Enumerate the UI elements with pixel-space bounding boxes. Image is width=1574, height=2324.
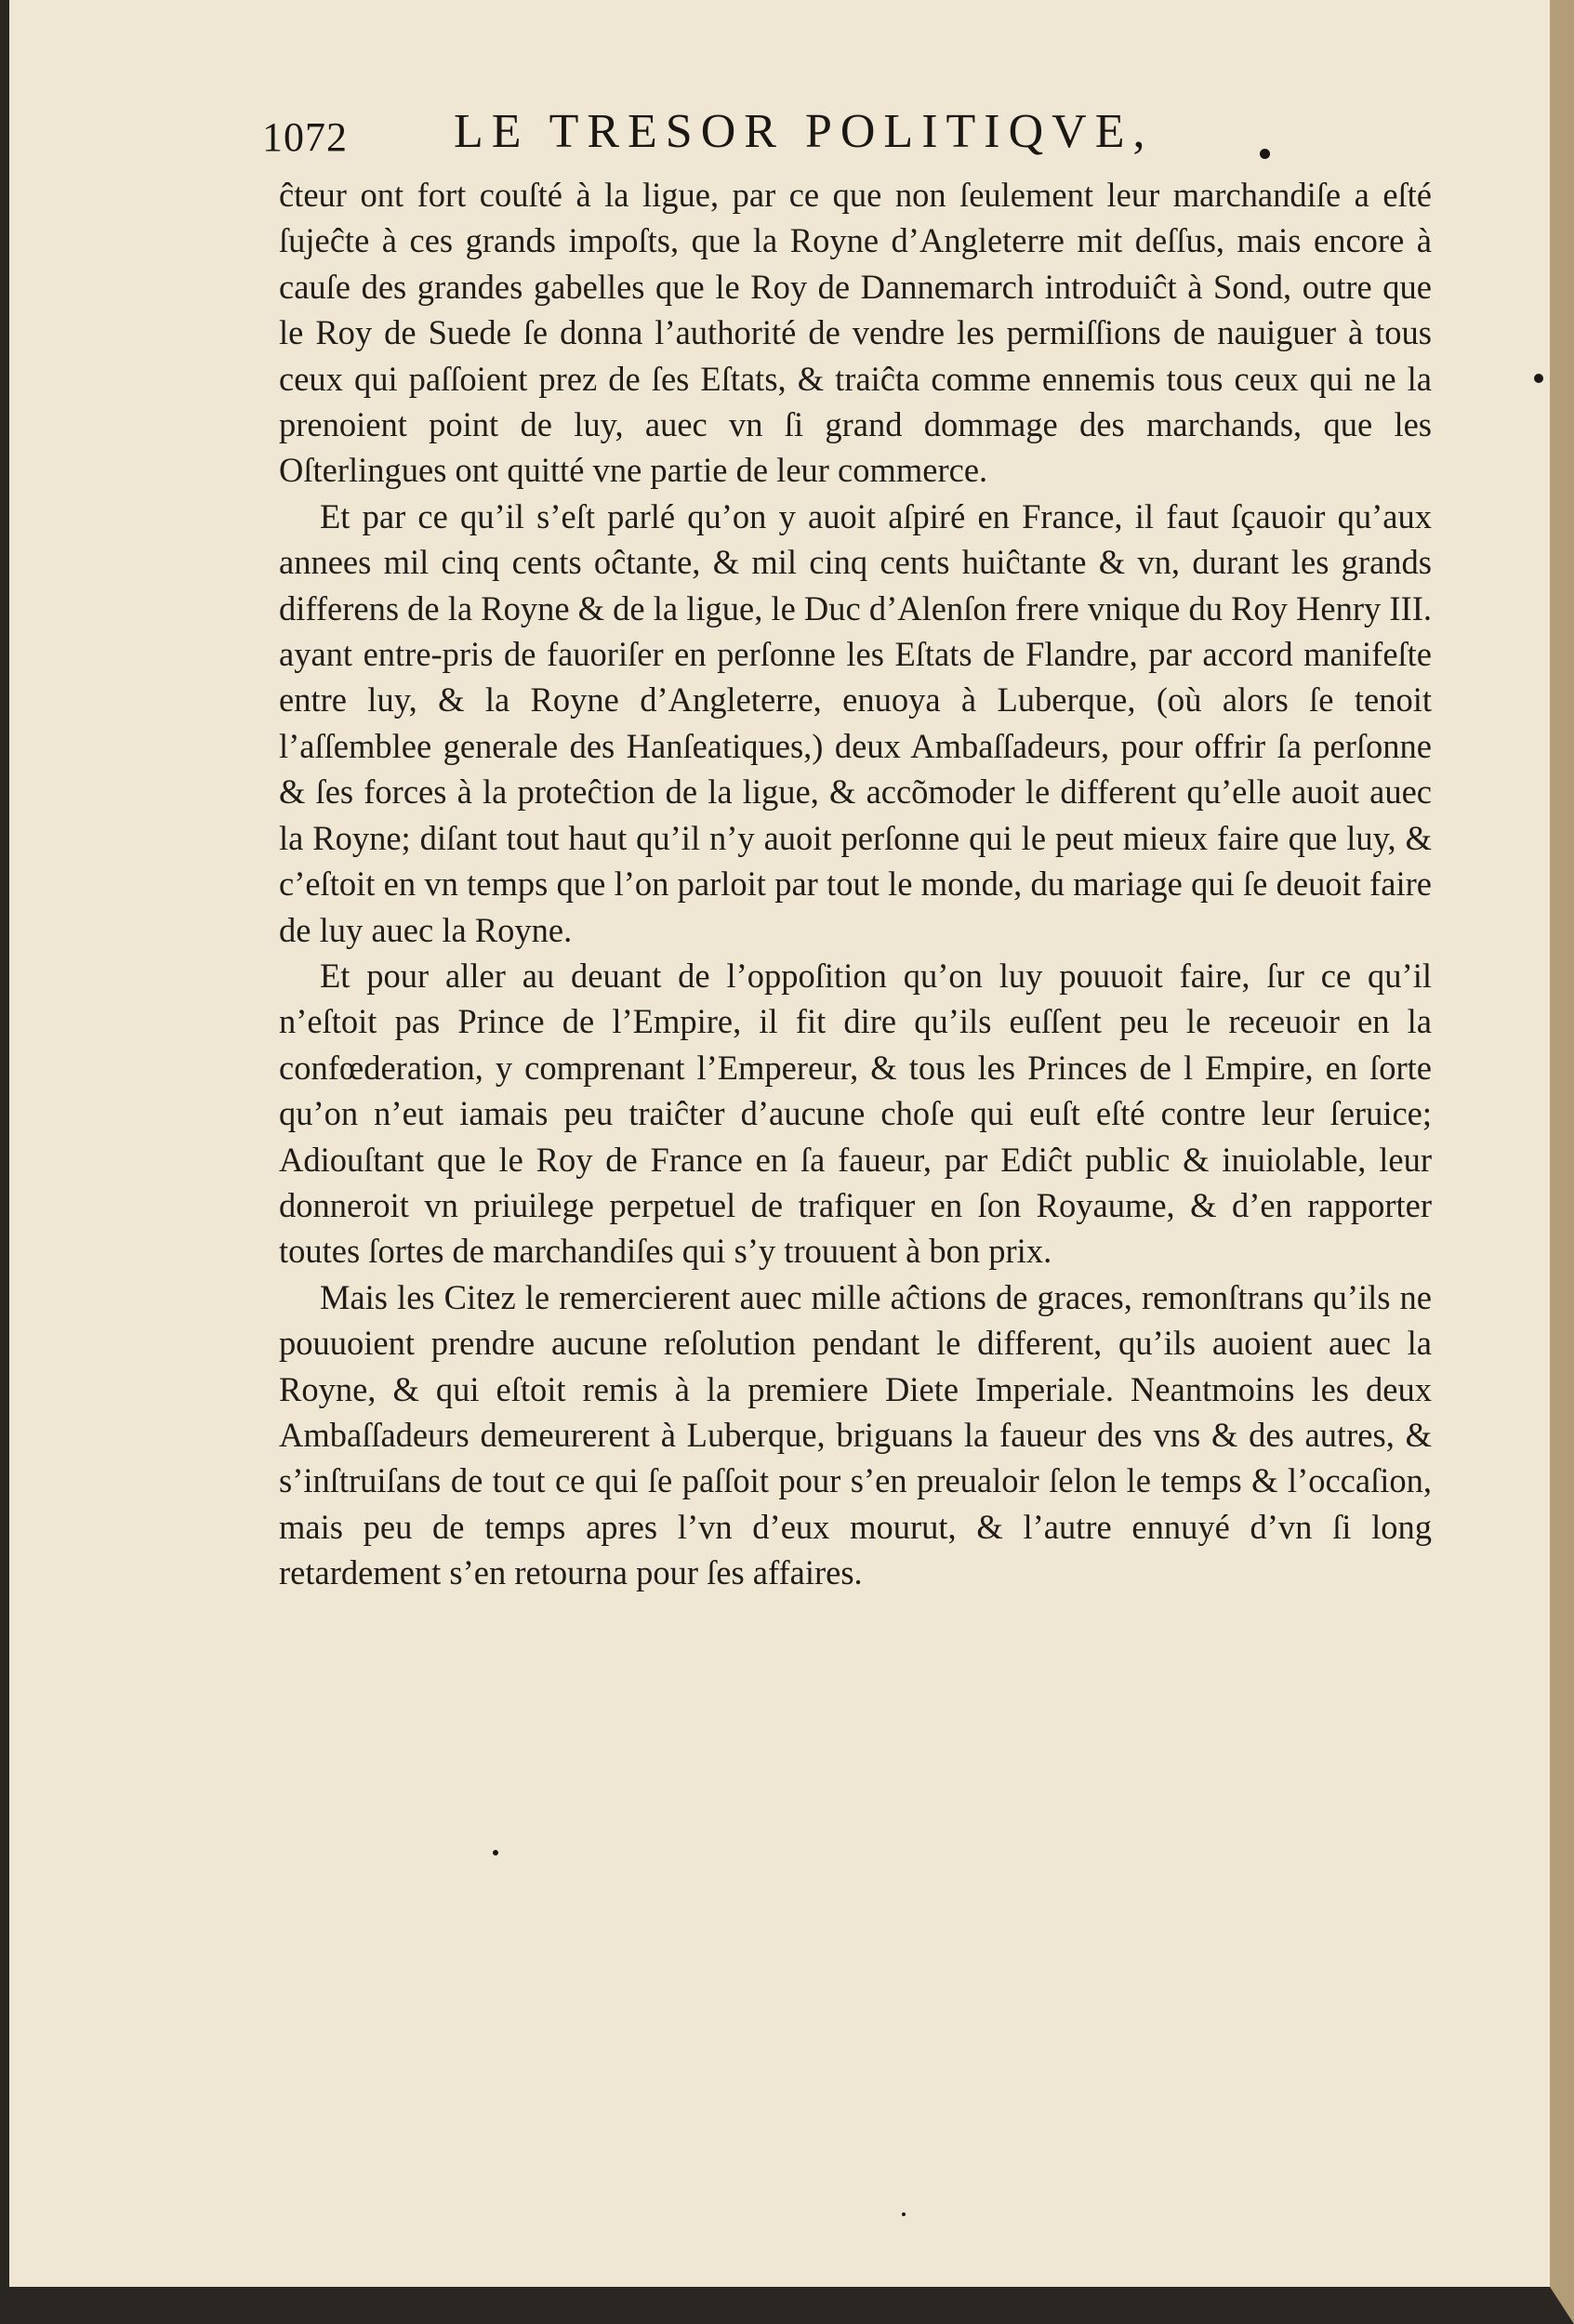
running-title: LE TRESOR POLITIQVE, [454,105,1154,158]
page-number: 1072 [262,114,348,160]
running-head [223,104,1339,169]
paragraph-3: Et pour aller au deuant de l’oppoſition qu’on luy pouuoit faire, ſur ce qu’il n’eſtoit pas Prince de l’Empire, il fit dire qu’ils euſſent peu le receuoir en la confœderation, y comprenant l’Empereur, & tous les Princes de l Empire, en ſorte qu’on n’eut iamais peu traiĉter d’aucune choſe qui euſt eſté contre leur ſeruice; Adiouſtant que le Roy de France en ſa faueur, par Ediĉt public & inuiolable, leur donneroit vn priuilege perpetuel de trafiquer en ſon Royaume, & d’en rapporter toutes ſortes de marchandiſes qui s’y trouuent à bon prix. [279,956,1432,1271]
ink-speck [1534,374,1543,383]
paragraph-2: Et par ce qu’il s’eſt parlé qu’on y auoit aſpiré en France, il faut ſçauoir qu’aux annees mil cinq cents oĉtante, & mil cinq cents huiĉtante & vn, durant les grands differens de la Royne & de la ligue, le Duc d’Alenſon frere vnique du Roy Henry III. ayant entre-pris de fauoriſer en perſonne les Eſtats de Flandre, par accord manifeſte entre luy, & la Royne d’Angleterre, enuoya à Luberque, (où alors ſe tenoit l’aſſemblee generale des Hanſeatiques,) deux Ambaſſadeurs, pour offrir ſa perſonne & ſes forces à la proteĉtion de la ligue, & accõmoder le different qu’elle auoit auec la Royne; diſant tout haut qu’il n’y auoit perſonne qui le peut mieux faire que luy, & c’eſtoit en vn temps que l’on parloit par tout le monde, du mariage qui ſe deuoit faire de luy auec la Royne. [279,496,1432,949]
ink-speck [1260,149,1270,159]
ink-speck [493,1850,498,1855]
paragraph-1: ĉteur ont fort couſté à la ligue, par ce que non ſeulement leur marchandiſe a eſté ſujeĉte à ces grands impoſts, que la Royne d’Angleterre mit deſſus, mais encore à cauſe des grandes gabelles que le Roy de Dannemarch introduiĉt à Sond, outre que le Roy de Suede ſe donna l’authorité de vendre les permiſſions de nauiguer à tous ceux qui paſſoient prez de ſes Eſtats, & traiĉta comme ennemis tous ceux qui ne la prenoient point de luy, auec vn ſi grand dommage des marchands, que les Oſterlingues ont quitté vne partie de leur commerce. [279,176,1432,490]
ink-speck [902,2212,906,2216]
body-text [279,172,1432,1596]
paragraph-4: Mais les Citez le remercierent auec mille aĉtions de graces, remonſtrans qu’ils ne pouuoient prendre aucune reſolution pendant le different, qu’ils auoient auec la Royne, & qui eſtoit remis à la premiere Diete Imperiale. Neantmoins les deux Ambaſſadeurs demeurerent à Luberque, briguans la faueur des vns & des autres, & s’inſtruiſans de tout ce qui ſe paſſoit pour s’en preualoir ſelon le temps & l’occaſion, mais peu de temps apres l’vn d’eux mourut, & l’autre ennuyé d’vn ſi long retardement s’en retourna pour ſes affaires. [279,1277,1432,1592]
